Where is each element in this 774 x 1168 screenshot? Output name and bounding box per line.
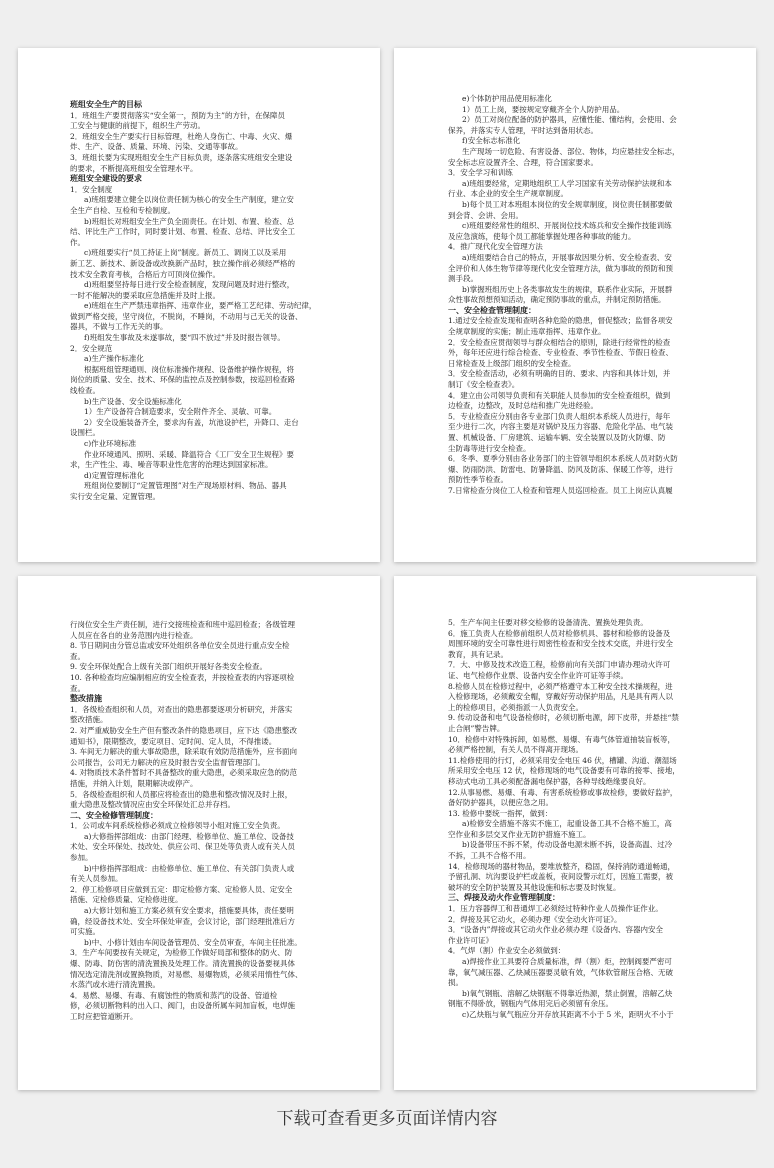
- text-line: 1．压力容器焊工和普通焊工必须经过特种作业人员操作证作业。: [448, 904, 663, 914]
- text-line: 根据班组管理通则、岗位标准操作规程、设备维护操作规程，将: [84, 364, 294, 374]
- text-line: 修，必须切断物料的出入口、阀门，由设备所属车间加盲板，电焊施: [70, 1001, 295, 1011]
- section-heading: 一、安全检查管理制度：: [448, 305, 536, 315]
- text-line: 炸、生产、设备、质量、环境、污染、交通等事故。: [70, 142, 243, 152]
- text-line: 1.通过安全检查发现和查明各种危险的隐患，督促整改；监督各项安: [448, 316, 673, 326]
- text-line: 保养，并落实专人管理，平时达到备用状态。: [448, 125, 598, 135]
- text-line: c)乙炔瓶与氧气瓶应分开存放其距离不小于 5 米，距明火不小于: [462, 1009, 674, 1019]
- text-line: 5．专业检查应分别由各专业部门负责人组织本系统人员进行，每年: [448, 411, 671, 421]
- text-line: 及应急演练，使每个员工都能掌握处理各种事故的能力。: [448, 231, 636, 241]
- text-line: 的要求，不断提高班组安全管理水平。: [70, 163, 198, 173]
- text-line: 破坏的安全防护装置及其他设施和标志要及时恢复。: [448, 882, 621, 892]
- text-line: 2．安全规范: [70, 343, 113, 353]
- text-line: 众性事故预想预知活动，确定预防事故的重点，并制定预防措施。: [448, 295, 666, 305]
- text-line: c)作业环境标准: [84, 439, 137, 448]
- text-line: 全规章制度的实施；制止违章指挥、违章作业。: [448, 327, 606, 337]
- text-line: b)氧气钢瓶、溶解乙炔钢瓶不得靠近热源，禁止倒置，溶解乙炔: [462, 988, 673, 998]
- text-line: 4．气焊（割）作业安全必须做到：: [448, 946, 566, 956]
- text-line: 9. 安全环保处配合上级有关部门组织开展好各类安全检查。: [70, 662, 268, 672]
- text-line: 予留孔洞、坑沟要设护栏或盖板，夜间设警示红灯，因施工需要，被: [448, 872, 673, 882]
- text-line: 工安全与健康的前提下，组织生产劳动。: [70, 121, 205, 131]
- text-line: 上的检修项目，必须指派一人负责安全。: [448, 702, 583, 712]
- text-line: 8. 节日期间由分管总监或安环处组织各单位安全员进行重点安全检: [70, 641, 290, 651]
- text-line: 3．生产车间要按有关规定，为检修工作做好局部和整体的防火、防: [70, 948, 293, 958]
- text-line: b)掌握班组历史上各类事故发生的规律，联系作业实际，开展群: [462, 284, 673, 294]
- text-line: 班组岗位要制订“定置管理图”对生产现场原材料、物品、器具: [84, 481, 287, 491]
- text-line: a)检修安全措施不落实不施工，起重设备工具不合格不施工，高: [462, 819, 672, 829]
- text-line: 2）员工对岗位配备的防护器具，应懂性能、懂结构，会使用、会: [462, 115, 677, 125]
- section-heading: 三、焊接及动火作业管理制度：: [448, 893, 560, 903]
- text-line: a)生产操作标准化: [84, 354, 144, 364]
- text-line: 1．安全制度: [70, 184, 113, 194]
- document-page-4: [394, 576, 756, 1090]
- text-line: 教育，具有记录。: [448, 649, 508, 659]
- text-line: 置、机械设备、厂房建筑、运输车辆、安全装置以及防火防爆、防: [448, 433, 666, 442]
- text-line: 做到严格交接，坚守岗位，不脱岗，不睡岗，不动用与己无关的设备、: [70, 311, 303, 321]
- text-line: 至少进行二次，内容主要是对锅炉及压力容器、危险化学品、电气装: [448, 422, 673, 432]
- text-line: 所采用安全电压 12 伏，检修现场的电气设备要有可靠的接零、接地，: [448, 766, 680, 776]
- text-line: 4．推广现代化安全管理方法: [448, 242, 543, 252]
- text-line: 术处、安全环保处、技改处、供应公司、保卫处等负责人或有关人员: [70, 842, 295, 852]
- text-line: 外，每年还应进行综合检查、专业检查、季节性检查、节假日检查、: [448, 348, 673, 358]
- document-page-1: [18, 48, 380, 562]
- text-line: 作。: [70, 237, 85, 247]
- text-line: 空作业和多层交叉作业无防护措施不施工。: [448, 829, 591, 839]
- text-line: 整改措施。: [70, 715, 108, 725]
- section-heading: 班组安全建设的要求: [70, 174, 142, 184]
- text-line: 到会背、会讲、会用。: [448, 210, 523, 220]
- text-line: 一时不能解决的要采取应急措施并及时上报。: [70, 290, 220, 300]
- text-line: a)焊接作业工具要符合质量标准，焊（割）炬，控制阀要严密可: [462, 957, 672, 966]
- text-line: 线检查。: [70, 386, 100, 396]
- text-line: 1．公司或车间系统检修必须成立检修领导小组对施工安全负责。: [70, 821, 285, 831]
- text-line: c)班组要经常性的组织、开展岗位技术练兵和安全操作技能训练: [462, 221, 672, 231]
- text-line: 5．各级检查组织和人员都应将检查出的隐患和整改情况及时上报，: [70, 789, 293, 799]
- text-line: 预防性季节检查。: [448, 475, 508, 485]
- document-page-3: [18, 576, 380, 1090]
- text-line: a)班组要结合自己的特点，开展事故因果分析、安全检查表、安: [462, 252, 672, 262]
- text-line: 查。: [70, 683, 85, 693]
- text-line: 4．建立由公司领导负责和有关职能人员参加的安全检查组织，做到: [448, 390, 671, 400]
- text-line: 边检查，边整改，及时总结和推广先进经验。: [448, 401, 598, 411]
- text-line: f)安全标志标准化: [462, 136, 521, 146]
- text-line: 查。: [70, 651, 85, 661]
- text-line: b)班组长对班组安全生产负全面责任。在计划、布置、检查、总: [84, 216, 295, 226]
- document-page-2: [394, 48, 756, 562]
- text-line: 12.从事易燃、易爆、有毒、有害系统检修或事故检修，要做好监护，: [448, 787, 678, 797]
- text-line: 日常检查及上级部门组织的安全检查。: [448, 358, 576, 368]
- text-line: 工时应把管道断开。: [70, 1011, 138, 1021]
- text-line: 作业环境通风、照明、采暖、降温符合《工厂安全卫生规程》要: [84, 449, 294, 459]
- section-heading: 班组安全生产的目标: [70, 100, 142, 109]
- text-line: 3．安全检查活动，必须有明确的目的、要求、内容和具体计划，并: [448, 369, 671, 379]
- text-line: 情况选定清洗剂或置换物质，对易燃、易爆物质，必须采用惰性气体、: [70, 969, 303, 979]
- text-line: 行岗位安全生产责任制，进行交接班检查和班中巡回检查；各级管理: [70, 620, 295, 629]
- text-line: 1．班组生产要贯彻落实“安全第一，预防为主”的方针，在保障员: [70, 110, 285, 120]
- text-line: e)班组在生产严禁违章指挥、违章作业，要严格工艺纪律、劳动纪律，: [84, 301, 317, 311]
- text-line: 技术安全教育考核，合格后方可顶岗位操作。: [70, 269, 220, 279]
- text-line: f)班组发生事故及未遂事故，要“四不放过”并及时报告领导。: [84, 333, 285, 343]
- text-line: e)个体防护用品使用标准化: [462, 94, 552, 103]
- text-line: 4．易燃、易爆、有毒、有腐蚀性的物质和蒸汽的设备、管道检: [70, 990, 278, 1000]
- text-line: 钢瓶不得卧放，钢瓶内气体用完后必须留有余压。: [448, 999, 613, 1009]
- text-line: 人员应在各自的业务范围内进行检查。: [70, 630, 198, 640]
- text-line: b)中修指挥部组成：由检修单位、施工单位、有关部门负责人或: [84, 863, 295, 873]
- text-line: 不拆，工具不合格不用。: [448, 851, 531, 861]
- text-line: 生产现场一切危险、有害设备、部位、物体，均应悬挂安全标志，: [462, 146, 680, 156]
- text-line: a)大修指挥部组成：由部门经理、检修单位、施工单位、设备技: [84, 831, 294, 841]
- text-line: 制订《安全检查表》。: [448, 380, 520, 390]
- text-line: 1）员工上岗，要按规定穿戴齐全个人防护用品。: [462, 104, 625, 114]
- text-line: 尘防毒等进行安全检查。: [448, 443, 531, 453]
- text-line: 9. 传动设备和电气设备检修时，必须切断电源，卸下皮带，并悬挂“禁: [448, 713, 679, 723]
- text-line: 2．班组安全生产要实行目标管理，杜绝人身伤亡、中毒、火灾、爆: [70, 131, 293, 141]
- text-line: 确，经设备技术处、安全环保处审查，会议讨论，部门经理批准后方: [70, 916, 295, 926]
- text-line: 实行安全定量、定置管理。: [70, 491, 160, 501]
- text-line: 行业、本企业的安全生产规章制度。: [448, 189, 568, 199]
- text-line: 1）生产设备符合制造要求，安全附件齐全、灵敏、可靠。: [84, 407, 277, 417]
- text-line: 通知书》，限期整改，要定项目、定时间、定人员，不得推诿。: [70, 736, 277, 746]
- text-line: 必须严格控制，有关人员不得离开现场。: [448, 745, 583, 755]
- text-line: 措施、定检修质量、定检修进度。: [70, 895, 183, 905]
- text-line: 3．“设备内”焊接或其它动火作业必须办理《设备内、容器内安全: [448, 925, 663, 935]
- text-line: 备好防护器具，以便应急之用。: [448, 798, 553, 808]
- text-line: b)生产设备、安全设施标准化: [84, 396, 182, 406]
- text-line: 爆、防雨防洪、防雷电、防暑降温、防风及防冻、保暖工作等，进行: [448, 464, 673, 474]
- text-line: 7．大、中修及技术改造工程，检修前向有关部门申请办理动火许可: [448, 660, 671, 670]
- text-line: 参加。: [70, 853, 93, 863]
- text-line: 损。: [448, 978, 463, 988]
- text-line: 新工艺、新技术、新设备或改换新产品时，独立操作前必须经严格的: [70, 258, 295, 268]
- text-line: 周围环境的安全可靠性进行周密性检查和安全技术交底，并进行安全: [448, 639, 673, 649]
- text-line: b)中、小修计划由车间设备管理员、安全员审查，车间主任批准。: [84, 937, 302, 947]
- text-line: 10．检修中对特殊拆卸，如易燃、易爆、有毒气体管道抽装盲板等，: [448, 734, 676, 744]
- section-heading: 整改措施: [70, 694, 102, 704]
- text-line: a)班组要经常，定期地组织工人学习国家有关劳动保护法规和本: [462, 178, 672, 188]
- section-heading: 二、安全检修管理制度：: [70, 810, 158, 820]
- text-line: 7.日常检查分岗位工人检查和管理人员巡回检查。员工上岗应认真履: [448, 485, 673, 495]
- text-line: 爆、防毒、防伤害的清洗置换及处理工作。清洗置换的设备要视具体: [70, 959, 295, 968]
- text-line: 2．停工检修项目应做到五定：即定检修方案、定检修人员、定安全: [70, 884, 293, 894]
- text-line: a)大修计划和施工方案必须有安全要求，措施要具体，责任要明: [84, 906, 294, 916]
- text-line: 2. 对严重威胁安全生产但有整改条件的隐患项目，应下达《隐患整改: [70, 725, 298, 735]
- text-line: 11.检修使用的行灯，必须采用安全电压 46 伏，槽罐、沟道、潮湿场: [448, 755, 677, 765]
- text-line: 作业许可证》: [448, 935, 493, 945]
- text-line: 全评价和人体生物节律等现代化安全管理方法，做为事故的预防和预: [448, 263, 673, 273]
- text-line: 岗位的质量、安全、技术、环保的监控点及控制参数，按巡回检查路: [70, 375, 295, 385]
- text-line: b)设备带压不拆不紧，传动设备电源未断不拆，设备高温、过冷: [462, 840, 673, 850]
- text-line: 3．班组长要为实现班组安全生产目标负责，逐条落实班组安全建设: [70, 152, 293, 162]
- text-line: 1．各级检查组织和人员，对查出的隐患都要逐项分析研究，并落实: [70, 704, 293, 714]
- text-line: 6．冬季、夏季分别由各业务部门的主管领导组织本系统人员对防火防: [448, 454, 678, 464]
- text-line: 器具，不做与工作无关的事。: [70, 322, 168, 332]
- text-line: 8.检修人员在检修过程中，必须严格遵守本工种安全技术操规程，进: [448, 681, 673, 691]
- text-line: 证、电气检修作业票、设备内安全作业许可证等手续。: [448, 670, 628, 680]
- text-line: 14．检修现场的器材物品，要堆放整齐，稳固，保持消防通道畅通，: [448, 861, 676, 871]
- text-line: 3. 车间无力解决的重大事故隐患，除采取有效防范措施外，应书面向: [70, 747, 298, 757]
- text-line: 10. 各种检查均应编制相应的安全检查表，并按检查表的内容逐项检: [70, 672, 295, 682]
- text-line: 6．施工负责人在检修前组织人员对检修机具、器材和检修的设备及: [448, 628, 671, 638]
- text-line: 水蒸汽或水进行清洗置换。: [70, 980, 160, 990]
- text-line: 测手段。: [448, 274, 478, 284]
- text-line: 设围栏。: [70, 428, 100, 438]
- text-line: a)班组要建立健全以岗位责任制为核心的安全生产制度，建立安: [84, 195, 294, 205]
- text-line: c)班组要实行“员工持证上岗”制度。新员工、调岗工以及采用: [84, 248, 287, 258]
- text-line: 求，生产性尘、毒、噪音等职业性危害的治理达到国家标准。: [70, 460, 273, 470]
- text-line: 安全标志应设置齐全、合理，符合国家要求。: [448, 157, 598, 167]
- text-line: b)每个员工对本班组本岗位的安全规章制度，岗位责任制都要做: [462, 199, 673, 209]
- text-line: 13. 检修中要统一指挥，做到：: [448, 808, 553, 818]
- text-line: 入检修现场，必须戴安全帽，穿戴好劳动保护用品，凡是具有两人以: [448, 692, 673, 702]
- text-line: 全生产自检、互检和专检制度。: [70, 205, 175, 215]
- text-line: 3．安全学习和训练: [448, 168, 513, 178]
- text-line: 移动式电动工具必须配备漏电保护器，各种导线绝缘要良好。: [448, 776, 651, 786]
- text-line: 公司报告，公司无力解决的应及时报告安全监督管理部门。: [70, 757, 265, 767]
- download-more-caption[interactable]: 下载可查看更多页面详情内容: [276, 1109, 498, 1129]
- text-line: 靠，氧气减压器、乙炔减压器要灵敏有效，气体软管耐压合格、无破: [448, 967, 673, 977]
- text-line: 止合闸”警告牌。: [448, 723, 505, 733]
- text-line: 重大隐患及整改情况应由安全环保处汇总并存档。: [70, 800, 235, 810]
- text-line: 2）安全设施装备齐全，要求沟有盖，坑池设护栏，升降口、走台: [84, 417, 299, 427]
- text-line: 5．生产车间主任要对移交检修的设备清洗、置换处理负责。: [448, 618, 648, 627]
- text-line: 措施，并纳入计划，限期解决或停产。: [70, 778, 198, 788]
- text-line: 有关人员参加。: [70, 874, 123, 884]
- text-line: 结、评比生产工作时，同时要计划、布置、检查、总结、评比安全工: [70, 227, 295, 237]
- text-line: 2．安全检查应贯彻领导与群众相结合的原则，除进行经常性的检查: [448, 337, 671, 347]
- text-line: 可实施。: [70, 927, 100, 937]
- text-line: d)定置管理标准化: [84, 470, 145, 480]
- text-line: d)班组要坚持每日进行安全检查制度，发现问题及时进行整改，: [84, 280, 295, 290]
- text-line: 4. 对物质技术条件暂时不具备整改的重大隐患，必须采取应急的防范: [70, 768, 298, 778]
- text-line: 2．焊接及其它动火，必须办理《安全动火许可证》。: [448, 914, 622, 924]
